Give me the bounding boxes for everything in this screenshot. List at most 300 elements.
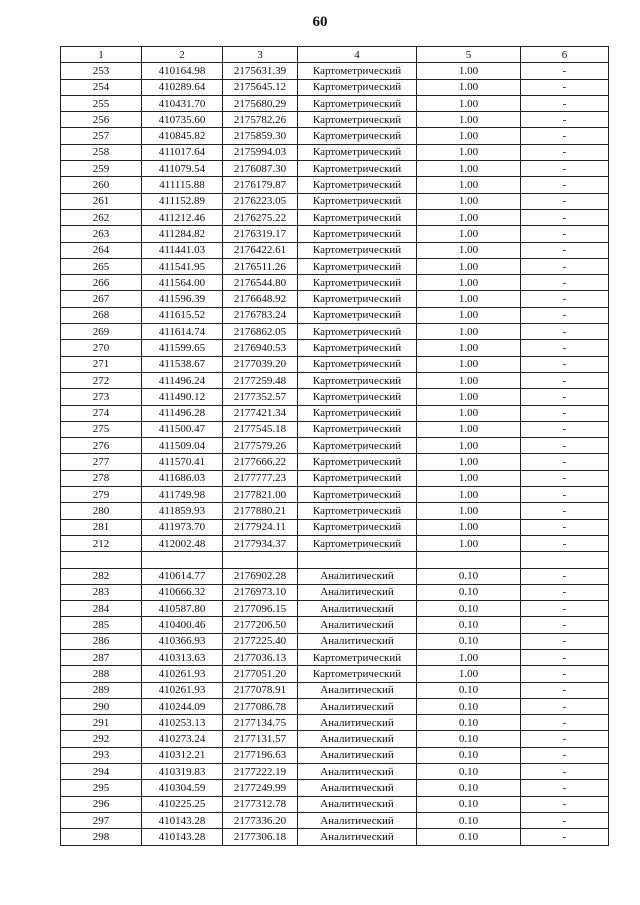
y-coordinate-cell: 2175859.30 (223, 128, 298, 144)
table-row (61, 682, 609, 698)
accuracy-cell: 1.00 (417, 389, 521, 405)
point-number-cell: 278 (61, 470, 142, 486)
point-number-cell: 297 (61, 812, 142, 828)
note-cell: - (521, 487, 609, 503)
x-coordinate-cell: 412002.48 (142, 535, 223, 551)
y-coordinate-cell: 2177086.78 (223, 698, 298, 714)
column-header: 6 (521, 47, 609, 63)
x-coordinate-cell: 411509.04 (142, 438, 223, 454)
table-row (61, 389, 609, 405)
method-cell: Аналитический (298, 764, 417, 780)
note-cell: - (521, 307, 609, 323)
method-cell: Картометрический (298, 470, 417, 486)
note-cell: - (521, 584, 609, 600)
table-row (61, 226, 609, 242)
method-cell: Аналитический (298, 633, 417, 649)
point-number-cell: 275 (61, 421, 142, 437)
table-row (61, 242, 609, 258)
table-row (61, 112, 609, 128)
table-row (61, 633, 609, 649)
x-coordinate-cell: 411500.47 (142, 421, 223, 437)
table-row (61, 324, 609, 340)
point-number-cell: 258 (61, 144, 142, 160)
note-cell: - (521, 796, 609, 812)
method-cell: Картометрический (298, 291, 417, 307)
method-cell: Картометрический (298, 666, 417, 682)
method-cell: Картометрический (298, 356, 417, 372)
note-cell: - (521, 340, 609, 356)
table-row (61, 275, 609, 291)
x-coordinate-cell: 410431.70 (142, 95, 223, 111)
y-coordinate-cell: 2175645.12 (223, 79, 298, 95)
point-number-cell: 286 (61, 633, 142, 649)
y-coordinate-cell: 2175782.26 (223, 112, 298, 128)
accuracy-cell: 1.00 (417, 161, 521, 177)
note-cell: - (521, 226, 609, 242)
method-cell: Картометрический (298, 421, 417, 437)
accuracy-cell: 1.00 (417, 340, 521, 356)
table-row (61, 698, 609, 714)
accuracy-cell: 1.00 (417, 275, 521, 291)
table-header-row (61, 47, 609, 63)
note-cell: - (521, 438, 609, 454)
table-row (61, 601, 609, 617)
method-cell: Картометрический (298, 209, 417, 225)
accuracy-cell: 0.10 (417, 747, 521, 763)
method-cell: Аналитический (298, 698, 417, 714)
x-coordinate-cell: 411749.98 (142, 487, 223, 503)
note-cell: - (521, 682, 609, 698)
x-coordinate-cell: 410319.83 (142, 764, 223, 780)
y-coordinate-cell: 2176544.80 (223, 275, 298, 291)
method-cell: Картометрический (298, 226, 417, 242)
note-cell: - (521, 780, 609, 796)
x-coordinate-cell: 410312.21 (142, 747, 223, 763)
note-cell: - (521, 503, 609, 519)
accuracy-cell: 1.00 (417, 405, 521, 421)
method-cell: Картометрический (298, 144, 417, 160)
note-cell: - (521, 764, 609, 780)
accuracy-cell: 1.00 (417, 356, 521, 372)
table-row (61, 63, 609, 79)
table-row (61, 128, 609, 144)
point-number-cell: 277 (61, 454, 142, 470)
method-cell (298, 552, 417, 568)
accuracy-cell: 1.00 (417, 666, 521, 682)
accuracy-cell: 1.00 (417, 226, 521, 242)
table-row (61, 764, 609, 780)
x-coordinate-cell: 411538.67 (142, 356, 223, 372)
x-coordinate-cell: 410366.93 (142, 633, 223, 649)
note-cell: - (521, 356, 609, 372)
x-coordinate-cell: 411496.24 (142, 372, 223, 388)
x-coordinate-cell: 411490.12 (142, 389, 223, 405)
point-number-cell: 279 (61, 487, 142, 503)
accuracy-cell: 0.10 (417, 633, 521, 649)
note-cell: - (521, 95, 609, 111)
method-cell: Картометрический (298, 372, 417, 388)
point-number-cell: 285 (61, 617, 142, 633)
accuracy-cell: 0.10 (417, 568, 521, 584)
method-cell: Картометрический (298, 503, 417, 519)
method-cell: Аналитический (298, 812, 417, 828)
y-coordinate-cell: 2177821.00 (223, 487, 298, 503)
note-cell: - (521, 324, 609, 340)
y-coordinate-cell: 2176179.87 (223, 177, 298, 193)
accuracy-cell: 0.10 (417, 829, 521, 845)
y-coordinate-cell: 2176275.22 (223, 209, 298, 225)
note-cell: - (521, 535, 609, 551)
method-cell: Картометрический (298, 95, 417, 111)
table-row (61, 454, 609, 470)
note-cell: - (521, 715, 609, 731)
accuracy-cell: 1.00 (417, 454, 521, 470)
accuracy-cell: 1.00 (417, 242, 521, 258)
note-cell: - (521, 519, 609, 535)
y-coordinate-cell: 2177259.48 (223, 372, 298, 388)
y-coordinate-cell: 2176862.05 (223, 324, 298, 340)
accuracy-cell: 0.10 (417, 584, 521, 600)
note-cell: - (521, 258, 609, 274)
y-coordinate-cell: 2175994.03 (223, 144, 298, 160)
y-coordinate-cell: 2176422.61 (223, 242, 298, 258)
accuracy-cell: 1.00 (417, 128, 521, 144)
accuracy-cell: 1.00 (417, 112, 521, 128)
table-row (61, 812, 609, 828)
x-coordinate-cell: 411564.00 (142, 275, 223, 291)
method-cell: Аналитический (298, 780, 417, 796)
x-coordinate-cell: 411973.70 (142, 519, 223, 535)
accuracy-cell: 1.00 (417, 193, 521, 209)
x-coordinate-cell: 410143.28 (142, 812, 223, 828)
point-number-cell: 271 (61, 356, 142, 372)
point-number-cell: 289 (61, 682, 142, 698)
point-number-cell: 264 (61, 242, 142, 258)
point-number-cell: 255 (61, 95, 142, 111)
y-coordinate-cell (223, 552, 298, 568)
table-row (61, 829, 609, 845)
point-number-cell: 284 (61, 601, 142, 617)
x-coordinate-cell: 411212.46 (142, 209, 223, 225)
accuracy-cell: 1.00 (417, 470, 521, 486)
note-cell: - (521, 275, 609, 291)
method-cell: Картометрический (298, 340, 417, 356)
method-cell: Аналитический (298, 601, 417, 617)
x-coordinate-cell: 410261.93 (142, 666, 223, 682)
point-number-cell: 265 (61, 258, 142, 274)
table-row (61, 796, 609, 812)
y-coordinate-cell: 2177096.15 (223, 601, 298, 617)
column-header: 2 (142, 47, 223, 63)
method-cell: Картометрический (298, 487, 417, 503)
accuracy-cell: 0.10 (417, 698, 521, 714)
x-coordinate-cell: 410845.82 (142, 128, 223, 144)
point-number-cell: 288 (61, 666, 142, 682)
note-cell: - (521, 372, 609, 388)
x-coordinate-cell: 410273.24 (142, 731, 223, 747)
x-coordinate-cell: 411570.41 (142, 454, 223, 470)
note-cell: - (521, 128, 609, 144)
note-cell: - (521, 79, 609, 95)
point-number-cell: 268 (61, 307, 142, 323)
method-cell: Картометрический (298, 649, 417, 665)
note-cell: - (521, 177, 609, 193)
table-row (61, 747, 609, 763)
method-cell: Картометрический (298, 177, 417, 193)
accuracy-cell: 0.10 (417, 731, 521, 747)
table-row (61, 731, 609, 747)
accuracy-cell: 1.00 (417, 79, 521, 95)
accuracy-cell: 1.00 (417, 95, 521, 111)
x-coordinate-cell: 411859.93 (142, 503, 223, 519)
x-coordinate-cell: 410244.09 (142, 698, 223, 714)
y-coordinate-cell: 2177134.75 (223, 715, 298, 731)
table-row (61, 568, 609, 584)
y-coordinate-cell: 2177666.22 (223, 454, 298, 470)
y-coordinate-cell: 2176783.24 (223, 307, 298, 323)
point-number-cell: 281 (61, 519, 142, 535)
x-coordinate-cell: 411596.39 (142, 291, 223, 307)
x-coordinate-cell: 411115.88 (142, 177, 223, 193)
point-number-cell: 294 (61, 764, 142, 780)
table-row (61, 715, 609, 731)
x-coordinate-cell: 410289.64 (142, 79, 223, 95)
y-coordinate-cell: 2176319.17 (223, 226, 298, 242)
point-number-cell: 266 (61, 275, 142, 291)
table-row (61, 144, 609, 160)
point-number-cell: 287 (61, 649, 142, 665)
point-number-cell: 257 (61, 128, 142, 144)
accuracy-cell: 0.10 (417, 764, 521, 780)
point-number-cell: 261 (61, 193, 142, 209)
accuracy-cell: 1.00 (417, 649, 521, 665)
table-row (61, 617, 609, 633)
note-cell: - (521, 405, 609, 421)
accuracy-cell: 1.00 (417, 209, 521, 225)
note-cell: - (521, 291, 609, 307)
note-cell: - (521, 731, 609, 747)
y-coordinate-cell: 2177880.21 (223, 503, 298, 519)
y-coordinate-cell: 2177352.57 (223, 389, 298, 405)
accuracy-cell: 1.00 (417, 535, 521, 551)
method-cell: Картометрический (298, 112, 417, 128)
x-coordinate-cell: 411079.54 (142, 161, 223, 177)
y-coordinate-cell: 2176223.05 (223, 193, 298, 209)
x-coordinate-cell: 410313.63 (142, 649, 223, 665)
accuracy-cell: 1.00 (417, 421, 521, 437)
y-coordinate-cell: 2177306.18 (223, 829, 298, 845)
table-row (61, 356, 609, 372)
table-row (61, 552, 609, 568)
y-coordinate-cell: 2177131.57 (223, 731, 298, 747)
accuracy-cell: 1.00 (417, 258, 521, 274)
method-cell: Картометрический (298, 258, 417, 274)
table-row (61, 780, 609, 796)
table-row (61, 649, 609, 665)
y-coordinate-cell: 2177579.26 (223, 438, 298, 454)
accuracy-cell: 1.00 (417, 291, 521, 307)
table-row (61, 209, 609, 225)
accuracy-cell: 1.00 (417, 324, 521, 340)
x-coordinate-cell: 411441.03 (142, 242, 223, 258)
table-row (61, 487, 609, 503)
note-cell: - (521, 829, 609, 845)
note-cell: - (521, 649, 609, 665)
point-number-cell: 298 (61, 829, 142, 845)
table-row (61, 258, 609, 274)
y-coordinate-cell: 2177206.50 (223, 617, 298, 633)
table-row (61, 519, 609, 535)
note-cell: - (521, 144, 609, 160)
method-cell: Картометрический (298, 389, 417, 405)
x-coordinate-cell: 410400.46 (142, 617, 223, 633)
note-cell: - (521, 568, 609, 584)
table-row (61, 666, 609, 682)
y-coordinate-cell: 2177051.20 (223, 666, 298, 682)
accuracy-cell: 1.00 (417, 487, 521, 503)
method-cell: Картометрический (298, 161, 417, 177)
method-cell: Картометрический (298, 519, 417, 535)
y-coordinate-cell: 2177421.34 (223, 405, 298, 421)
x-coordinate-cell: 410735.60 (142, 112, 223, 128)
table-row (61, 161, 609, 177)
y-coordinate-cell: 2175631.39 (223, 63, 298, 79)
y-coordinate-cell: 2177545.18 (223, 421, 298, 437)
accuracy-cell: 0.10 (417, 812, 521, 828)
point-number-cell: 276 (61, 438, 142, 454)
method-cell: Аналитический (298, 682, 417, 698)
note-cell: - (521, 812, 609, 828)
note-cell: - (521, 421, 609, 437)
method-cell: Картометрический (298, 242, 417, 258)
point-number-cell: 267 (61, 291, 142, 307)
table-row (61, 503, 609, 519)
method-cell: Аналитический (298, 568, 417, 584)
x-coordinate-cell: 410143.28 (142, 829, 223, 845)
point-number-cell: 270 (61, 340, 142, 356)
point-number-cell: 262 (61, 209, 142, 225)
note-cell: - (521, 209, 609, 225)
y-coordinate-cell: 2175680.29 (223, 95, 298, 111)
method-cell: Картометрический (298, 438, 417, 454)
note-cell: - (521, 666, 609, 682)
x-coordinate-cell (142, 552, 223, 568)
x-coordinate-cell: 410253.13 (142, 715, 223, 731)
method-cell: Картометрический (298, 535, 417, 551)
accuracy-cell: 1.00 (417, 519, 521, 535)
accuracy-cell: 1.00 (417, 63, 521, 79)
y-coordinate-cell: 2177078.91 (223, 682, 298, 698)
point-number-cell: 296 (61, 796, 142, 812)
column-header: 5 (417, 47, 521, 63)
accuracy-cell: 1.00 (417, 307, 521, 323)
x-coordinate-cell: 410304.59 (142, 780, 223, 796)
y-coordinate-cell: 2177777.23 (223, 470, 298, 486)
point-number-cell: 283 (61, 584, 142, 600)
y-coordinate-cell: 2177249.99 (223, 780, 298, 796)
x-coordinate-cell: 411541.95 (142, 258, 223, 274)
table-row (61, 307, 609, 323)
note-cell: - (521, 389, 609, 405)
point-number-cell: 254 (61, 79, 142, 95)
point-number-cell: 290 (61, 698, 142, 714)
x-coordinate-cell: 410666.32 (142, 584, 223, 600)
method-cell: Аналитический (298, 731, 417, 747)
table-row (61, 193, 609, 209)
point-number-cell: 291 (61, 715, 142, 731)
table-body (61, 63, 609, 845)
accuracy-cell: 1.00 (417, 372, 521, 388)
accuracy-cell (417, 552, 521, 568)
note-cell: - (521, 617, 609, 633)
y-coordinate-cell: 2176902.28 (223, 568, 298, 584)
x-coordinate-cell: 410164.98 (142, 63, 223, 79)
x-coordinate-cell: 411599.65 (142, 340, 223, 356)
note-cell: - (521, 63, 609, 79)
x-coordinate-cell: 411284.82 (142, 226, 223, 242)
table-row (61, 291, 609, 307)
y-coordinate-cell: 2177924.11 (223, 519, 298, 535)
y-coordinate-cell: 2176087.30 (223, 161, 298, 177)
note-cell: - (521, 633, 609, 649)
note-cell: - (521, 112, 609, 128)
x-coordinate-cell: 411017.64 (142, 144, 223, 160)
method-cell: Аналитический (298, 747, 417, 763)
method-cell: Картометрический (298, 405, 417, 421)
method-cell: Аналитический (298, 584, 417, 600)
point-number-cell: 256 (61, 112, 142, 128)
accuracy-cell: 1.00 (417, 144, 521, 160)
accuracy-cell: 1.00 (417, 438, 521, 454)
coordinates-table (60, 46, 609, 846)
table-row (61, 79, 609, 95)
method-cell: Аналитический (298, 617, 417, 633)
accuracy-cell: 0.10 (417, 601, 521, 617)
y-coordinate-cell: 2176511.26 (223, 258, 298, 274)
point-number-cell: 295 (61, 780, 142, 796)
table-row (61, 340, 609, 356)
y-coordinate-cell: 2177225.40 (223, 633, 298, 649)
note-cell: - (521, 454, 609, 470)
point-number-cell (61, 552, 142, 568)
x-coordinate-cell: 411615.52 (142, 307, 223, 323)
x-coordinate-cell: 410225.25 (142, 796, 223, 812)
note-cell: - (521, 193, 609, 209)
point-number-cell: 212 (61, 535, 142, 551)
point-number-cell: 259 (61, 161, 142, 177)
note-cell (521, 552, 609, 568)
method-cell: Картометрический (298, 79, 417, 95)
accuracy-cell: 0.10 (417, 682, 521, 698)
table-row (61, 584, 609, 600)
y-coordinate-cell: 2177036.13 (223, 649, 298, 665)
x-coordinate-cell: 411496.28 (142, 405, 223, 421)
column-header: 1 (61, 47, 142, 63)
y-coordinate-cell: 2177222.19 (223, 764, 298, 780)
x-coordinate-cell: 411614.74 (142, 324, 223, 340)
accuracy-cell: 1.00 (417, 503, 521, 519)
note-cell: - (521, 470, 609, 486)
y-coordinate-cell: 2177336.20 (223, 812, 298, 828)
accuracy-cell: 0.10 (417, 796, 521, 812)
method-cell: Картометрический (298, 307, 417, 323)
x-coordinate-cell: 410261.93 (142, 682, 223, 698)
point-number-cell: 263 (61, 226, 142, 242)
x-coordinate-cell: 411686.03 (142, 470, 223, 486)
accuracy-cell: 0.10 (417, 715, 521, 731)
table-row (61, 470, 609, 486)
method-cell: Картометрический (298, 128, 417, 144)
